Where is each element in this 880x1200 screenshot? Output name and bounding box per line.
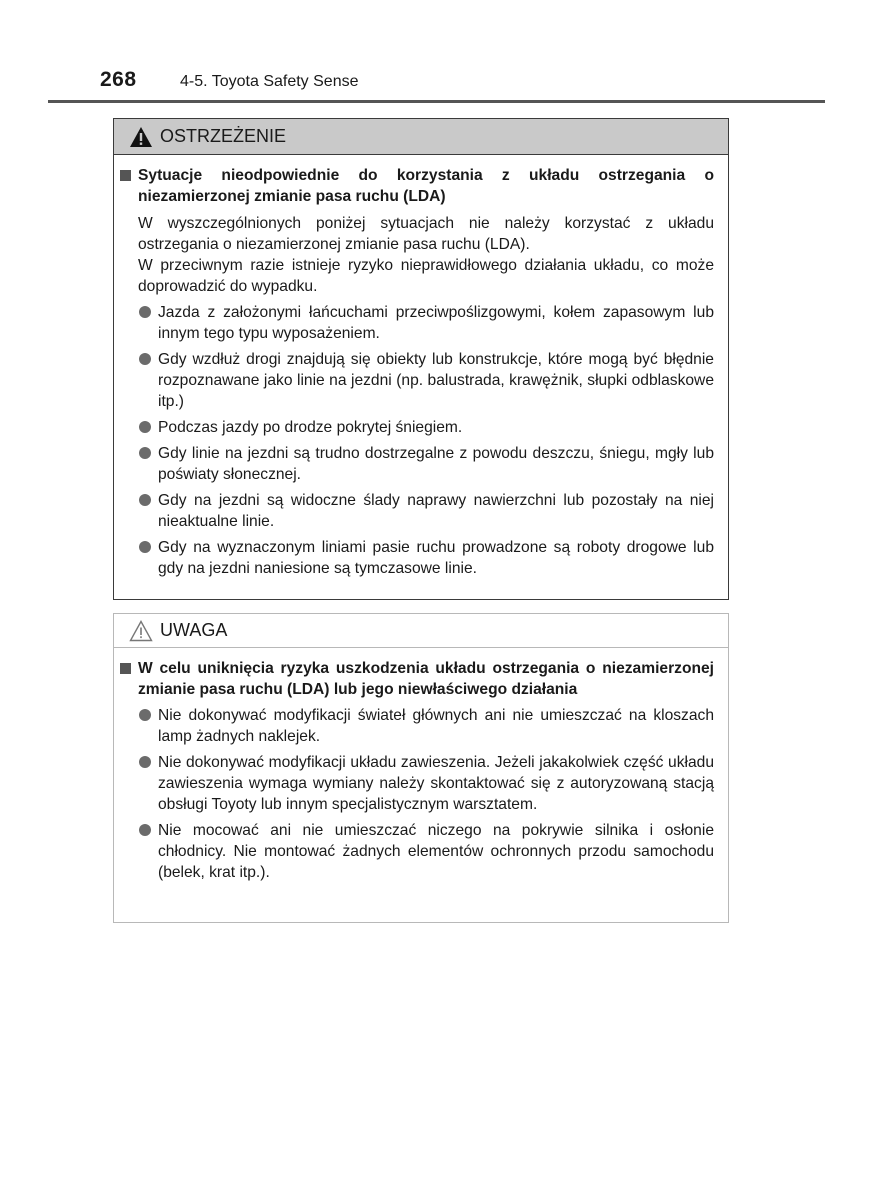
caution-topic [120,658,714,700]
list-item [138,490,714,532]
list-item-text: Gdy na wyznaczonym liniami pasie ruchu prowadzone są roboty drogowe lub gdy na jezdni naniesione są tymczasowe linie. [158,539,714,577]
list-item [138,705,714,747]
warning-paragraph: W przeciwnym razie istnieje ryzyko nieprawidłowego działania układu, co może doprowadzić do wypadku. [138,257,714,295]
list-item-text: Gdy linie na jezdni są trudno dostrzegalne z powodu deszczu, śniegu, mgły lub poświaty słonecznej. [158,445,714,483]
list-item [138,417,714,438]
section-title: 4-5. Toyota Safety Sense [180,73,359,90]
list-item-text: Nie dokonywać modyfikacji układu zawieszenia. Jeżeli jakakolwiek część układu zawieszenia wymaga wymiany należy skontaktować się z autoryzowaną stacją obsługi Toyoty lub innym specjalistycznym warsztatem. [158,754,714,813]
list-item-text: Gdy na jezdni są widoczne ślady naprawy nawierzchni lub pozostały na niej nieaktualne linie. [158,492,714,530]
warning-topic [120,165,714,207]
warning-box-header [114,119,728,155]
page-number: 268 [100,68,137,91]
warning-title: OSTRZEŻENIE [160,126,287,146]
header-rule [48,100,825,103]
warning-topic-text: Sytuacje nieodpowiednie do korzystania z układu ostrzegania o niezamierzonej zmianie pasa ruchu (LDA) [138,167,714,205]
warning-paragraph: W wyszczególnionych poniżej sytuacjach nie należy korzystać z układu ostrzegania o niezamierzonej zmianie pasa ruchu (LDA). [138,215,714,253]
list-item-text: Podczas jazdy po drodze pokrytej śniegiem. [158,419,463,436]
caution-topic-text: W celu uniknięcia ryzyka uszkodzenia układu ostrzegania o niezamierzonej zmianie pasa ruchu (LDA) lub jego niewłaściwego działania [138,660,714,698]
square-bullet-icon [120,663,131,674]
bullet-dot-icon [139,756,151,768]
page-header [100,68,358,92]
list-item-text: Gdy wzdłuż drogi znajdują się obiekty lub konstrukcje, które mogą być błędnie rozpoznawane jako linie na jezdni (np. balustrada, krawężnik, słupki odblaskowe itp.) [158,351,714,410]
list-item [138,349,714,412]
caution-triangle-icon [128,619,154,643]
bullet-dot-icon [139,541,151,553]
bullet-dot-icon [139,447,151,459]
warning-box [113,118,729,600]
bullet-dot-icon [139,353,151,365]
bullet-dot-icon [139,709,151,721]
list-item-text: Nie mocować ani nie umieszczać niczego na pokrywie silnika i osłonie chłodnicy. Nie montować żadnych elementów ochronnych przodu samochodu (belek, krat itp.). [158,822,714,881]
caution-body [114,648,728,883]
warning-body [114,155,728,579]
caution-title: UWAGA [160,620,228,640]
bullet-dot-icon [139,824,151,836]
list-item [138,443,714,485]
warning-triangle-icon [128,125,154,149]
list-item-text: Jazda z założonymi łańcuchami przeciwpoślizgowymi, kołem zapasowym lub innym tego typu wyposażeniem. [158,304,714,342]
list-item [138,537,714,579]
bullet-dot-icon [139,421,151,433]
list-item [138,302,714,344]
square-bullet-icon [120,170,131,181]
warning-bullet-list [138,302,714,579]
bullet-dot-icon [139,306,151,318]
list-item-text: Nie dokonywać modyfikacji świateł głównych ani nie umieszczać na kloszach lamp żadnych naklejek. [158,707,714,745]
list-item [138,820,714,883]
list-item [138,752,714,815]
caution-box-header [114,614,728,648]
caution-box [113,613,729,923]
bullet-dot-icon [139,494,151,506]
caution-bullet-list [138,705,714,883]
